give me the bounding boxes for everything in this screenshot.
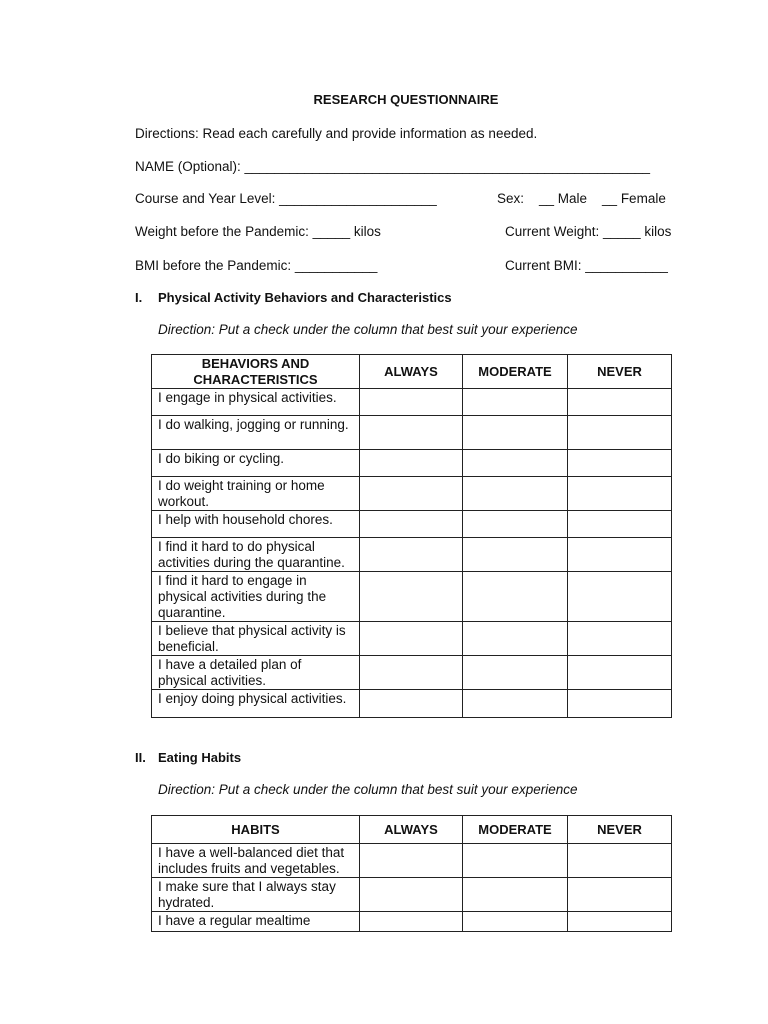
never-checkbox-cell[interactable] [568,622,672,656]
section-1-heading: Physical Activity Behaviors and Characteristics [158,290,452,305]
section-2-direction: Direction: Put a check under the column that best suit your experience [158,782,578,797]
physical-activity-table [151,354,672,718]
row-statement: I do biking or cycling. [152,450,360,477]
row-statement: I believe that physical activity is beneficial. [152,622,360,656]
always-checkbox-cell[interactable] [360,450,463,477]
column-header-never: NEVER [568,816,672,844]
always-checkbox-cell[interactable] [360,656,463,690]
row-statement: I do walking, jogging or running. [152,416,360,450]
moderate-checkbox-cell[interactable] [463,416,568,450]
always-checkbox-cell[interactable] [360,538,463,572]
column-header-always: ALWAYS [360,355,463,389]
row-statement: I help with household chores. [152,511,360,538]
current-weight-field: Current Weight: _____ kilos [505,224,672,239]
moderate-checkbox-cell[interactable] [463,538,568,572]
sex-field: Sex: __ Male __ Female [497,191,666,206]
moderate-checkbox-cell[interactable] [463,450,568,477]
always-checkbox-cell[interactable] [360,389,463,416]
row-statement: I do weight training or home workout. [152,477,360,511]
always-checkbox-cell[interactable] [360,572,463,622]
current-bmi-field: Current BMI: ___________ [505,258,668,273]
eating-habits-table [151,815,672,932]
table-row [152,690,672,718]
table-row [152,572,672,622]
moderate-checkbox-cell[interactable] [463,477,568,511]
row-statement: I find it hard to do physical activities during the quarantine. [152,538,360,572]
never-checkbox-cell[interactable] [568,844,672,878]
bmi-before-field: BMI before the Pandemic: ___________ [135,258,378,273]
always-checkbox-cell[interactable] [360,844,463,878]
moderate-checkbox-cell[interactable] [463,511,568,538]
moderate-checkbox-cell[interactable] [463,572,568,622]
section-2-number: II. [135,750,146,765]
column-header-moderate: MODERATE [463,355,568,389]
never-checkbox-cell[interactable] [568,450,672,477]
table-header-row [152,355,672,389]
table-row [152,844,672,878]
never-checkbox-cell[interactable] [568,912,672,932]
column-header-always: ALWAYS [360,816,463,844]
row-statement: I engage in physical activities. [152,389,360,416]
table-row [152,450,672,477]
column-header-moderate: MODERATE [463,816,568,844]
table-row [152,511,672,538]
never-checkbox-cell[interactable] [568,572,672,622]
always-checkbox-cell[interactable] [360,511,463,538]
always-checkbox-cell[interactable] [360,416,463,450]
row-statement: I have a detailed plan of physical activities. [152,656,360,690]
table-row [152,912,672,932]
moderate-checkbox-cell[interactable] [463,622,568,656]
table-row [152,389,672,416]
column-header-never: NEVER [568,355,672,389]
column-header-habits: HABITS [152,816,360,844]
always-checkbox-cell[interactable] [360,622,463,656]
never-checkbox-cell[interactable] [568,538,672,572]
never-checkbox-cell[interactable] [568,656,672,690]
section-1-direction: Direction: Put a check under the column that best suit your experience [158,322,578,337]
table-row [152,416,672,450]
table-row [152,477,672,511]
table-row [152,622,672,656]
row-statement: I have a regular mealtime [152,912,360,932]
moderate-checkbox-cell[interactable] [463,389,568,416]
section-2-heading: Eating Habits [158,750,242,765]
name-field: NAME (Optional): ______________________________________________________ [135,159,650,174]
row-statement: I enjoy doing physical activities. [152,690,360,718]
weight-before-field: Weight before the Pandemic: _____ kilos [135,224,381,239]
table-row [152,656,672,690]
directions-text: Directions: Read each carefully and provide information as needed. [135,126,538,141]
never-checkbox-cell[interactable] [568,477,672,511]
moderate-checkbox-cell[interactable] [463,656,568,690]
never-checkbox-cell[interactable] [568,416,672,450]
moderate-checkbox-cell[interactable] [463,912,568,932]
column-header-behaviors: BEHAVIORS AND CHARACTERISTICS [152,355,360,389]
moderate-checkbox-cell[interactable] [463,844,568,878]
table-row [152,878,672,912]
section-1-number: I. [135,290,143,305]
table-row [152,538,672,572]
always-checkbox-cell[interactable] [360,690,463,718]
row-statement: I have a well-balanced diet that includes fruits and vegetables. [152,844,360,878]
table-header-row [152,816,672,844]
moderate-checkbox-cell[interactable] [463,878,568,912]
always-checkbox-cell[interactable] [360,477,463,511]
course-year-field: Course and Year Level: _____________________ [135,191,437,206]
row-statement: I make sure that I always stay hydrated. [152,878,360,912]
row-statement: I find it hard to engage in physical activities during the quarantine. [152,572,360,622]
never-checkbox-cell[interactable] [568,690,672,718]
always-checkbox-cell[interactable] [360,912,463,932]
never-checkbox-cell[interactable] [568,878,672,912]
moderate-checkbox-cell[interactable] [463,690,568,718]
always-checkbox-cell[interactable] [360,878,463,912]
document-title: RESEARCH QUESTIONNAIRE [313,92,499,107]
never-checkbox-cell[interactable] [568,511,672,538]
never-checkbox-cell[interactable] [568,389,672,416]
